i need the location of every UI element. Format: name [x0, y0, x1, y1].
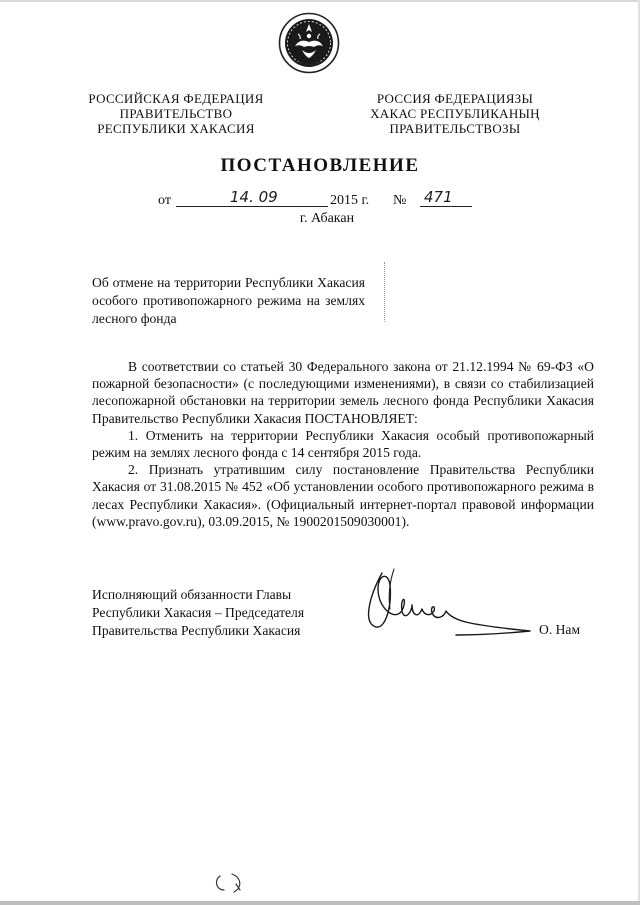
header-left-block [86, 91, 266, 136]
handwritten-number: 471 [424, 188, 453, 206]
coat-of-arms-emblem [278, 12, 340, 74]
date-fill-line [176, 206, 328, 207]
handwritten-date: 14. 09 [230, 188, 278, 206]
body-paragraph-item-1: 1. Отменить на территории Республики Хакасия особый противопожарный режим на землях лесного фонда с 14 сентября 2015 года. [92, 427, 594, 461]
document-body [92, 358, 594, 530]
number-prefix: № [393, 193, 407, 208]
page-top-edge [0, 0, 640, 2]
signatory-title-line-3: Правительства Республики Хакасия [92, 623, 301, 638]
signatory-title-line-1: Исполняющий обязанности Главы [92, 587, 292, 602]
header-left-line-2: ПРАВИТЕЛЬСТВО [119, 106, 233, 121]
handwritten-signature [360, 565, 535, 657]
date-prefix: от [158, 193, 171, 208]
header-right-line-3: ПРАВИТЕЛЬСТВОЗЫ [389, 121, 521, 136]
signatory-name: О. Нам [539, 622, 581, 637]
body-paragraph-item-2: 2. Признать утратившим силу постановление Правительства Республики Хакасия от 31.08.2015 № 452 «Об установлении особого противопожарного режима в лесах Республики Хакасия». (Официальный интернет-портал правовой информации (www.pravo.gov.ru), 03.09.2015, № 1900201509030001). [92, 462, 594, 529]
header-left-line-1: РОССИЙСКАЯ ФЕДЕРАЦИЯ [88, 91, 264, 106]
signatory-title-block [92, 586, 304, 640]
page-bottom-edge [0, 901, 640, 905]
city-line: г. Абакан [299, 211, 355, 226]
subject-bracket [384, 262, 387, 322]
header-right-line-2: ХАКАС РЕСПУБЛИКАНЫҢ [370, 106, 540, 121]
body-paragraph-preamble: В соответствии со статьей 30 Федерального закона от 21.12.1994 № 69-ФЗ «О пожарной безопасности» (с последующими изменениями), в связи со стабилизацией лесопожарной обстановки на территории земель лесного фонда Республики Хакасия Правительство Республики Хакасия ПОСТАНОВЛЯЕТ: [92, 359, 594, 426]
page-corner-mark [212, 870, 248, 896]
year-suffix: 2015 г. [330, 193, 370, 208]
document-title: ПОСТАНОВЛЕНИЕ [220, 155, 420, 176]
signatory-title-line-2: Республики Хакасия – Председателя [92, 605, 305, 620]
header-right-block [365, 91, 545, 136]
header-left-line-3: РЕСПУБЛИКИ ХАКАСИЯ [97, 121, 255, 136]
subject-heading: Об отмене на территории Республики Хакасия особого противопожарного режима на землях лесного фонда [92, 275, 365, 326]
header-right-line-1: РОССИЯ ФЕДЕРАЦИЯЗЫ [376, 91, 534, 106]
number-fill-line [420, 206, 472, 207]
